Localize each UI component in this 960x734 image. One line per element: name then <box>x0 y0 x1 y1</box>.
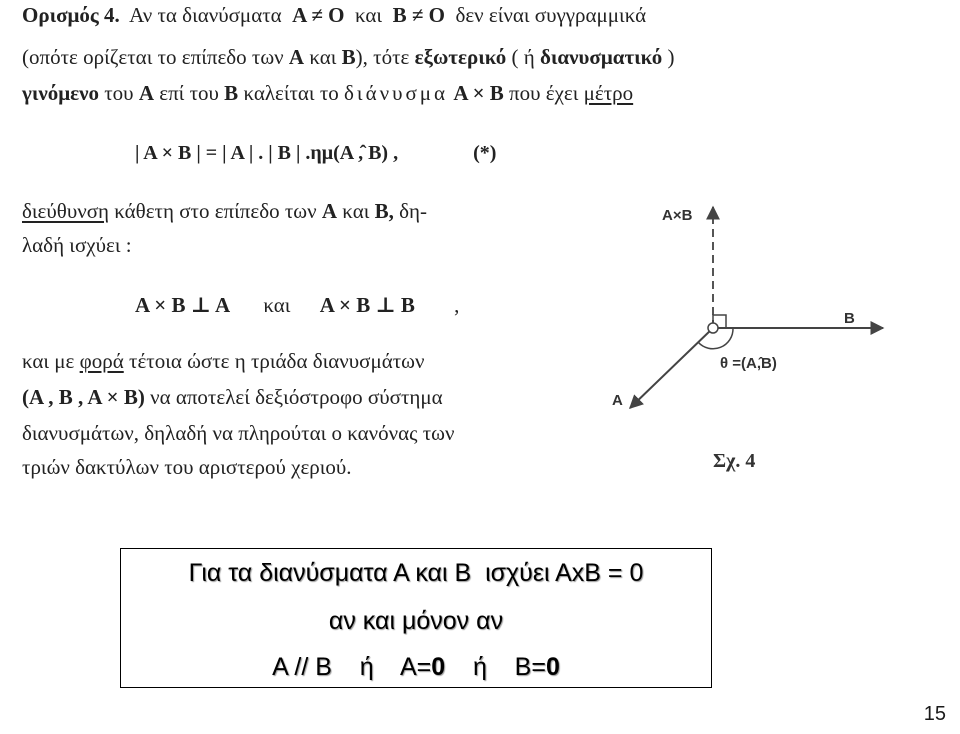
cross-product-diagram <box>600 195 930 495</box>
text-spaced: διάνυσμα <box>344 81 449 105</box>
text: ), τότε <box>355 45 410 69</box>
definition-line-11 <box>22 454 352 480</box>
text: (οπότε ορίζεται το επίπεδο των <box>22 45 284 69</box>
summary-line-1: Για τα διανύσματα Α και Β ισχύει ΑxΒ = 0 <box>188 559 644 587</box>
label-b: Β <box>844 310 855 327</box>
text: και <box>355 3 383 27</box>
zero-vector: 0 <box>545 653 560 681</box>
page-number: 15 <box>923 703 946 725</box>
term-exoteriko: εξωτερικό <box>414 45 507 69</box>
text: και με <box>22 349 75 373</box>
text: ) <box>667 45 675 69</box>
definition-heading: Ορισμός 4. <box>22 3 120 27</box>
definition-line-8 <box>22 348 424 374</box>
math: Α <box>138 81 154 105</box>
summary-line-3 <box>121 653 711 682</box>
definition-line-2 <box>22 44 674 70</box>
text: καλείται το <box>243 81 339 105</box>
math: Β <box>341 45 356 69</box>
term-ginomeno: γινόμενο <box>22 81 99 105</box>
summary-box <box>120 548 712 688</box>
term-dianysmatiko: διανυσματικό <box>540 45 663 69</box>
text: δεν είναι συγγραμμικά <box>455 3 647 27</box>
zero-vector: 0 <box>431 653 446 681</box>
text: τέτοια ώστε η τριάδα διανυσμάτων <box>129 349 425 373</box>
definition-line-10 <box>22 420 454 446</box>
text: δη- <box>399 199 427 223</box>
text: Α // Β ή Α= <box>272 653 432 681</box>
text: και <box>263 293 291 317</box>
definition-line-1 <box>22 2 646 28</box>
text: τριών δακτύλων του αριστερού χεριού. <box>22 455 352 479</box>
a-vector-line <box>630 328 713 408</box>
underlined-fora: φορά <box>79 349 124 373</box>
text: και <box>309 45 337 69</box>
perpendicular-relations <box>135 292 459 318</box>
math-triad: (Α , Β , Α × Β) <box>22 385 145 409</box>
underlined-metro: μέτρο <box>583 81 634 105</box>
underlined-dieuthynsi: διεύθυνση <box>22 199 110 223</box>
math: Β, <box>374 199 394 223</box>
label-theta: θ =(Α,̂Β) <box>720 355 777 372</box>
text: που έχει <box>509 81 579 105</box>
definition-line-5 <box>22 198 427 224</box>
text: ή Β= <box>445 653 546 681</box>
origin-point <box>708 323 718 333</box>
text: και <box>342 199 370 223</box>
math-perp-2: Α × Β ⊥ Β <box>319 293 415 317</box>
math-perp-1: Α × Β ⊥ Α <box>135 293 231 317</box>
math: Α <box>321 199 338 223</box>
formula-text: | Α × Β | = | Α | . | Β | .ημ(Α ,̂ Β) , <box>135 142 399 164</box>
text: του <box>104 81 134 105</box>
text: να αποτελεί δεξιόστροφο σύστημα <box>150 385 443 409</box>
math-A-neq-O: Α ≠ Ο <box>292 3 345 27</box>
definition-line-6 <box>22 232 132 258</box>
math: Α <box>288 45 305 69</box>
math-AxB: Α × Β <box>453 81 504 105</box>
formula-tag: (*) <box>473 142 497 164</box>
text: επί του <box>159 81 219 105</box>
text: ( ή <box>511 45 535 69</box>
text: Αν τα διανύσματα <box>129 3 282 27</box>
definition-line-3 <box>22 80 633 106</box>
figure-caption: Σχ. 4 <box>713 450 756 472</box>
text: διανυσμάτων, δηλαδή να πληρούται ο κανόνας των <box>22 421 455 445</box>
text: λαδή ισχύει : <box>22 233 132 257</box>
math: Β <box>224 81 239 105</box>
formula <box>135 140 496 166</box>
text: κάθετη στο επίπεδο των <box>114 199 317 223</box>
math-B-neq-O: Β ≠ Ο <box>392 3 445 27</box>
summary-line-2: αν και μόνον αν <box>328 607 504 635</box>
label-axb: Α×Β <box>662 207 693 224</box>
text: , <box>454 293 460 317</box>
definition-line-9 <box>22 384 443 410</box>
label-a: Α <box>612 392 623 409</box>
